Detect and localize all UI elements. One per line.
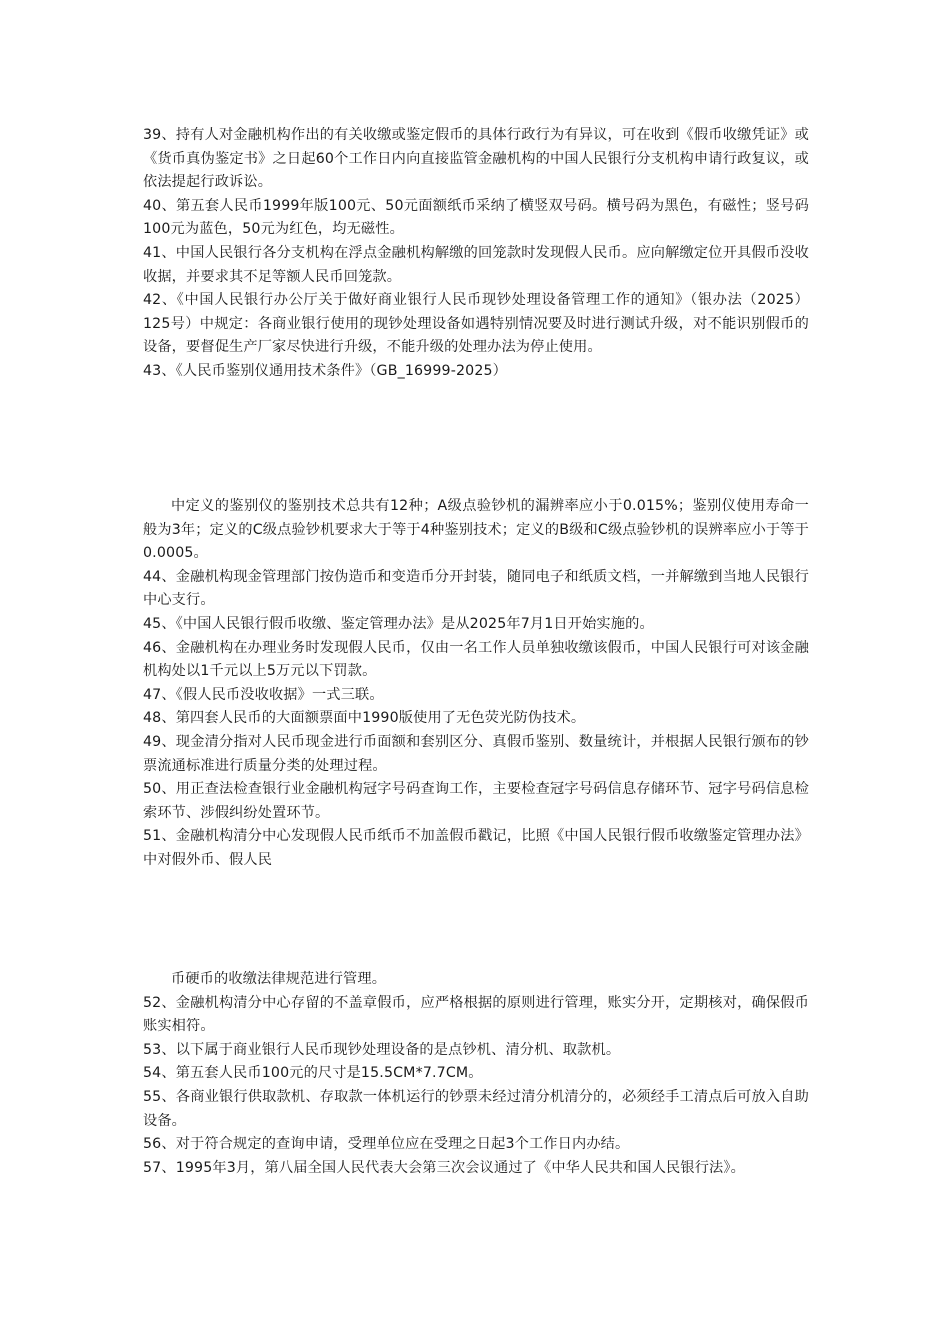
paragraph-49: 49、现金清分指对人民币现金进行币面额和套别区分、真假币鉴别、数量统计，并根据人民银行颁布的钞票流通标准进行质量分类的处理过程。 — [143, 733, 809, 774]
text-block-2 — [143, 495, 809, 873]
paragraph-40: 40、第五套人民币1999年版100元、50元面额纸币采纳了横竖双号码。横号码为黑色，有磁性；竖号码100元为蓝色，50元为红色，均无磁性。 — [143, 197, 809, 238]
paragraph-51: 51、金融机构清分中心发现假人民币纸币不加盖假币戳记，比照《中国人民银行假币收缴鉴定管理办法》中对假外币、假人民 — [143, 828, 809, 868]
paragraph-53: 53、以下属于商业银行人民币现钞处理设备的是点钞机、清分机、取款机。 — [143, 1041, 621, 1058]
text-block-1 — [143, 124, 809, 384]
paragraph-51-continued: 币硬币的收缴法律规范进行管理。 — [171, 971, 387, 987]
paragraph-42: 42、《中国人民银行办公厅关于做好商业银行人民币现钞处理设备管理工作的通知》（银办法（2025）125号）中规定：各商业银行使用的现钞处理设备如遇特别情况要及时进行测试升级，对不能识别假币的设备，要督促生产厂家尽快进行升级，不能升级的处理办法为停止使用。 — [143, 292, 809, 356]
paragraph-44: 44、金融机构现金管理部门按伪造币和变造币分开封装，随同电子和纸质文档，一并解缴到当地人民银行中心支行。 — [143, 568, 809, 609]
paragraph-39: 39、持有人对金融机构作出的有关收缴或鉴定假币的具体行政行为有异议，可在收到《假币收缴凭证》或《货币真伪鉴定书》之日起60个工作日内向直接监管金融机构的中国人民银行分支机构申请行政复议，或依法提起行政诉讼。 — [143, 127, 809, 191]
paragraph-50: 50、用正查法检查银行业金融机构冠字号码查询工作，主要检查冠字号码信息存储环节、冠字号码信息检索环节、涉假纠纷处置环节。 — [143, 781, 809, 821]
paragraph-48: 48、第四套人民币的大面额票面中1990版使用了无色荧光防伪技术。 — [143, 710, 586, 727]
text-block-3 — [143, 968, 809, 1180]
paragraph-56: 56、对于符合规定的查询申请，受理单位应在受理之日起3个工作日内办结。 — [143, 1136, 630, 1153]
paragraph-46: 46、金融机构在办理业务时发现假人民币，仅由一名工作人员单独收缴该假币，中国人民银行可对该金融机构处以1千元以上5万元以下罚款。 — [143, 639, 809, 680]
paragraph-47: 47、《假人民币没收收据》一式三联。 — [143, 686, 384, 703]
paragraph-57: 57、1995年3月，第八届全国人民代表大会第三次会议通过了《中华人民共和国人民银行法》。 — [143, 1159, 745, 1176]
paragraph-54: 54、第五套人民币100元的尺寸是15.5CM*7.7CM。 — [143, 1065, 483, 1082]
paragraph-43: 43、《人民币鉴别仪通用技术条件》（GB_16999-2025） — [143, 362, 508, 379]
paragraph-43-continued: 中定义的鉴别仪的鉴别技术总共有12种；A级点验钞机的漏辨率应小于0.015%；鉴别仪使用寿命一般为3年；定义的C级点验钞机要求大于等于4种鉴别技术；定义的B级和C级点验钞机的误辨率应小于等于0.0005。 — [143, 498, 809, 562]
paragraph-55: 55、各商业银行供取款机、存取款一体机运行的钞票未经过清分机清分的，必须经手工清点后可放入自助设备。 — [143, 1088, 809, 1129]
paragraph-45: 45、《中国人民银行假币收缴、鉴定管理办法》是从2025年7月1日开始实施的。 — [143, 615, 654, 632]
paragraph-52: 52、金融机构清分中心存留的不盖章假币，应严格根据的原则进行管理，账实分开，定期核对，确保假币账实相符。 — [143, 994, 809, 1035]
paragraph-41: 41、中国人民银行各分支机构在浮点金融机构解缴的回笼款时发现假人民币。应向解缴定位开具假币没收收据，并要求其不足等额人民币回笼款。 — [143, 244, 809, 285]
